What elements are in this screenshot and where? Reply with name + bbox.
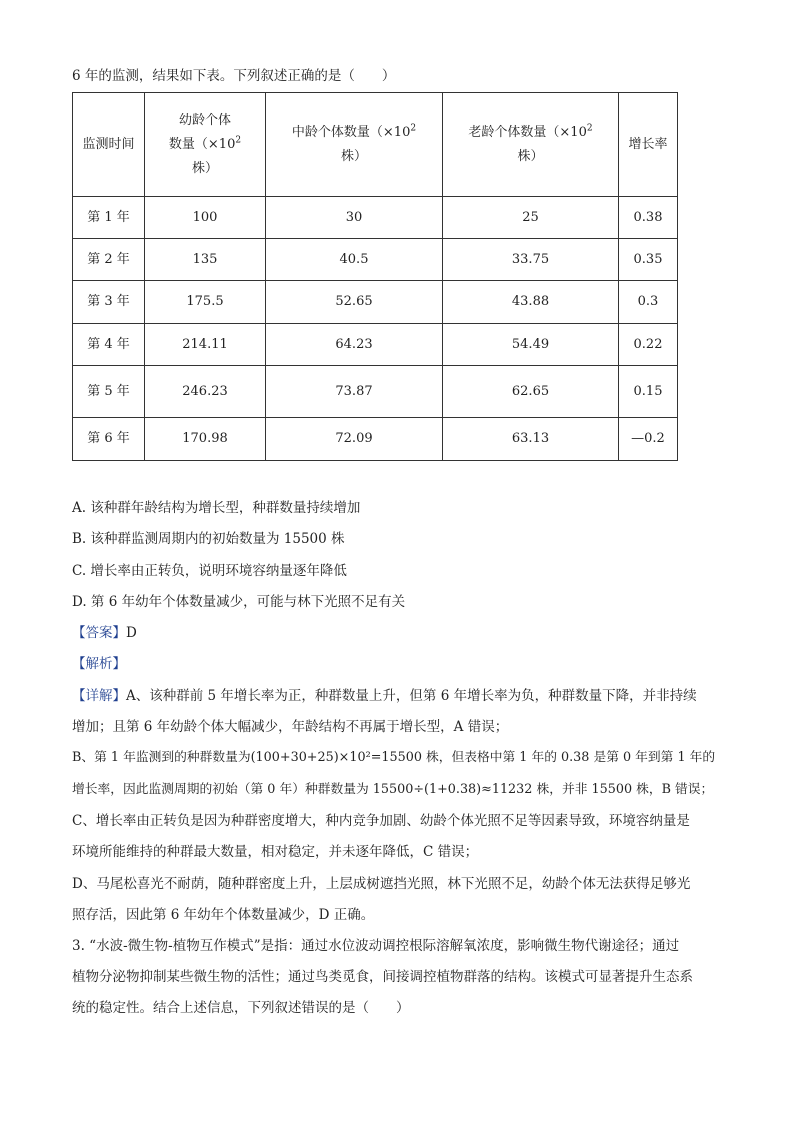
cell-rate: 0.38 <box>619 197 678 239</box>
header-time: 监测时间 <box>73 93 145 197</box>
cell-time: 第 3 年 <box>73 281 145 324</box>
cell-old: 43.88 <box>443 281 619 324</box>
cell-time: 第 6 年 <box>73 418 145 461</box>
table-row <box>73 197 678 239</box>
cell-time: 第 5 年 <box>73 366 145 418</box>
cell-young: 214.11 <box>145 324 266 366</box>
header-middle-line2: 株） <box>340 148 367 164</box>
explanation-line: 增长率，因此监测周期的初始（第 0 年）种群数量为 15500÷(1+0.38)≈11232 株，并非 15500 株，B 错误； <box>72 782 714 797</box>
explanation-line: D、马尾松喜光不耐荫，随种群密度上升，上层成树遮挡光照，林下光照不足，幼龄个体无法获得足够光 <box>72 876 691 892</box>
cell-young: 135 <box>145 239 266 281</box>
header-young-line2: 数量（×10 <box>168 136 236 152</box>
header-young <box>145 93 266 197</box>
option-d: D. 第 6 年幼年个体数量减少，可能与林下光照不足有关 <box>72 594 406 610</box>
explanation-line: 增加；且第 6 年幼龄个体大幅减少，年龄结构不再属于增长型，A 错误； <box>72 719 509 735</box>
table-header-row <box>73 93 678 197</box>
answer-line <box>72 623 137 643</box>
option-b: B. 该种群监测周期内的初始数量为 15500 株 <box>72 531 345 547</box>
question-intro: 6 年的监测，结果如下表。下列叙述正确的是（ ） <box>72 68 396 84</box>
cell-young: 170.98 <box>145 418 266 461</box>
header-middle-sup: 2 <box>410 123 417 134</box>
cell-rate: 0.15 <box>619 366 678 418</box>
explanation-line <box>72 686 697 706</box>
cell-rate: 0.35 <box>619 239 678 281</box>
cell-middle: 30 <box>266 197 443 239</box>
explanation-line: B、第 1 年监测到的种群数量为(100+30+25)×10²=15500 株，但表格中第 1 年的 0.38 是第 0 年到第 1 年的 <box>72 750 716 765</box>
table-row <box>73 366 678 418</box>
cell-old: 54.49 <box>443 324 619 366</box>
cell-old: 25 <box>443 197 619 239</box>
table-row <box>73 281 678 324</box>
cell-young: 100 <box>145 197 266 239</box>
header-old-sup: 2 <box>586 123 593 134</box>
cell-old: 62.65 <box>443 366 619 418</box>
header-old <box>443 93 619 197</box>
detail-label: 【详解】 <box>72 688 126 704</box>
explanation-line: 环境所能维持的种群最大数量，相对稳定，并未逐年降低，C 错误； <box>72 844 479 860</box>
cell-middle: 72.09 <box>266 418 443 461</box>
cell-middle: 52.65 <box>266 281 443 324</box>
cell-middle: 73.87 <box>266 366 443 418</box>
cell-old: 63.13 <box>443 418 619 461</box>
table-row <box>73 418 678 461</box>
explanation-line: C、增长率由正转负是因为种群密度增大，种内竞争加剧、幼龄个体光照不足等因素导致，环境容纳量是 <box>72 813 690 829</box>
cell-middle: 64.23 <box>266 324 443 366</box>
question3-line: 3. “水波-微生物-植物互作模式”是指：通过水位波动调控根际溶解氧浓度，影响微生物代谢途径；通过 <box>72 938 680 954</box>
header-old-line2: 株） <box>517 148 544 164</box>
option-a: A. 该种群年龄结构为增长型，种群数量持续增加 <box>72 500 361 516</box>
question3-line: 植物分泌物抑制某些微生物的活性；通过鸟类觅食，间接调控植物群落的结构。该模式可显著提升生态系 <box>72 969 693 985</box>
header-rate: 增长率 <box>619 93 678 197</box>
header-young-sup: 2 <box>235 135 242 146</box>
answer-label: 【答案】 <box>72 625 126 641</box>
cell-time: 第 2 年 <box>73 239 145 281</box>
cell-time: 第 4 年 <box>73 324 145 366</box>
option-c: C. 增长率由正转负，说明环境容纳量逐年降低 <box>72 563 347 579</box>
table-row <box>73 239 678 281</box>
cell-rate: 0.22 <box>619 324 678 366</box>
cell-time: 第 1 年 <box>73 197 145 239</box>
analysis-label: 【解析】 <box>72 656 126 672</box>
explanation-line: 照存活，因此第 6 年幼年个体数量减少，D 正确。 <box>72 907 375 923</box>
cell-rate: 0.3 <box>619 281 678 324</box>
question3-line: 统的稳定性。结合上述信息，下列叙述错误的是（ ） <box>72 1000 410 1016</box>
header-young-line3: 株） <box>191 160 218 176</box>
cell-rate: —0.2 <box>619 418 678 461</box>
table-row <box>73 324 678 366</box>
header-old-line1: 老龄个体数量（×10 <box>468 124 587 140</box>
cell-old: 33.75 <box>443 239 619 281</box>
cell-middle: 40.5 <box>266 239 443 281</box>
header-young-line1: 幼龄个体 <box>178 112 231 128</box>
answer-value: D <box>126 625 137 641</box>
cell-young: 246.23 <box>145 366 266 418</box>
header-middle <box>266 93 443 197</box>
cell-young: 175.5 <box>145 281 266 324</box>
header-middle-line1: 中龄个体数量（×10 <box>291 124 411 140</box>
explanation-text: A、该种群前 5 年增长率为正，种群数量上升，但第 6 年增长率为负，种群数量下降，并非持续 <box>126 688 697 704</box>
monitoring-table <box>72 92 678 461</box>
